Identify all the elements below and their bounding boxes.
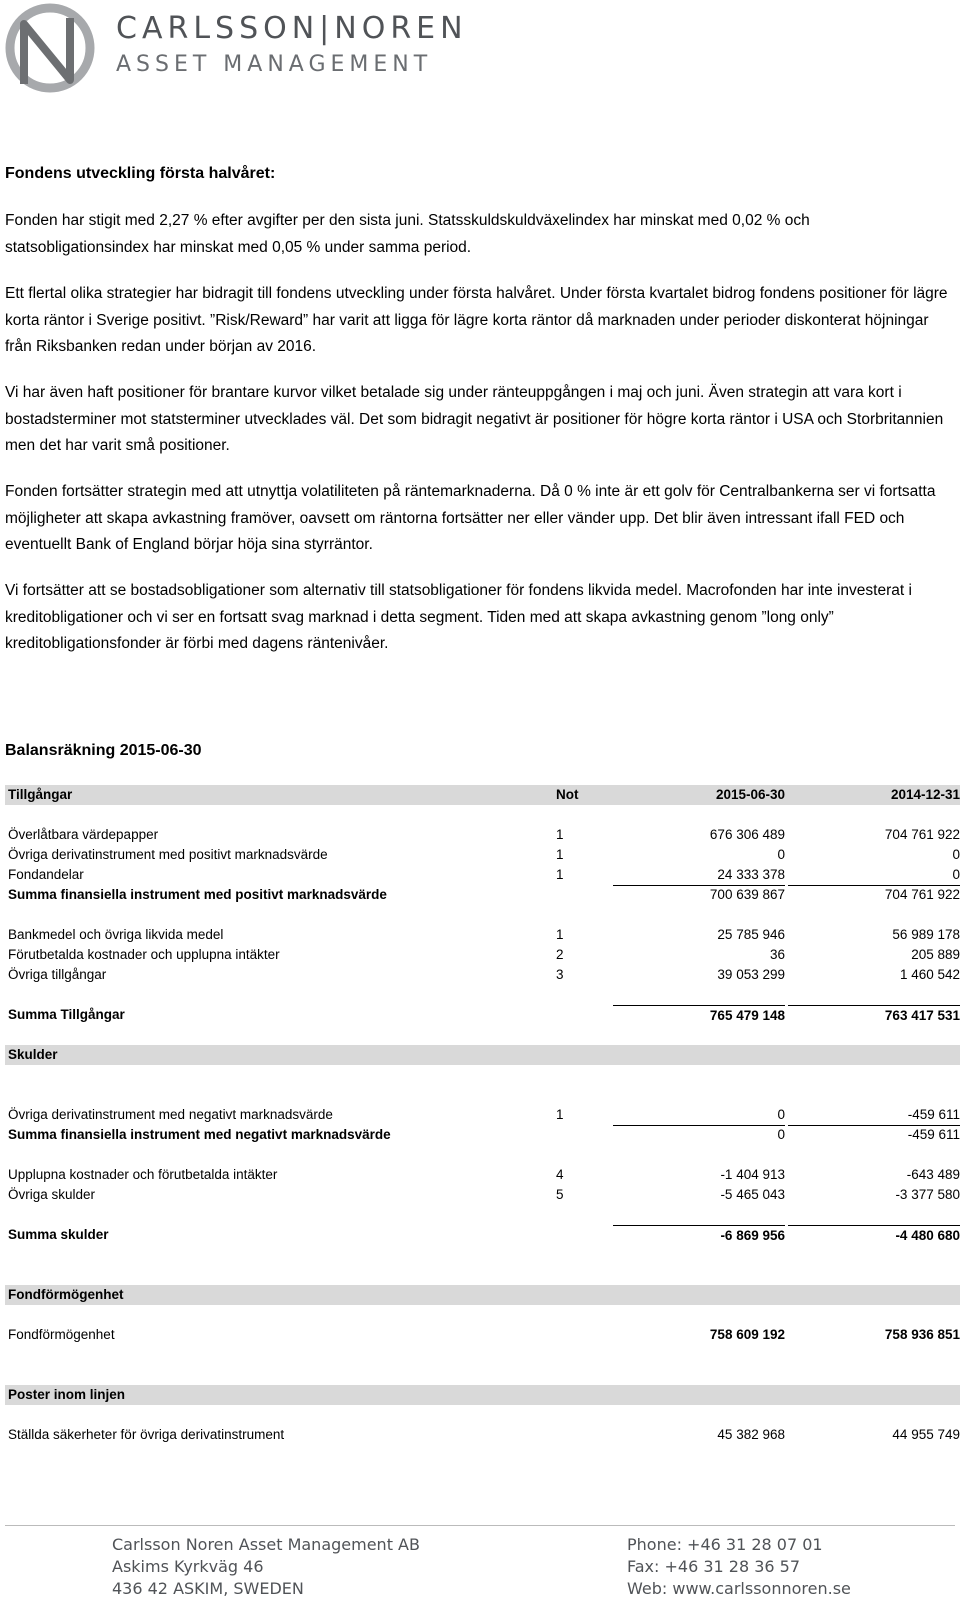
table-row: Övriga derivatinstrument med positivt marknadsvärde 1 0 0 [8,847,960,862]
paragraph-4: Fonden fortsätter strategin med att utnyttja volatiliteten på räntemarknaderna. Då 0 % inte är ett golv för Centralbankerna ser vi fortsatta möjligheter att skapa avkastning framöver, oavsett om räntorna fortsätter ner eller vänder upp. Det blir även intressant ifall FED och eventuellt Bank of England börjar höja sina styrräntor. [5,483,936,553]
balance-title: Balansräkning 2015-06-30 [5,742,202,759]
table-row-subtotal: Summa finansiella instrument med positivt marknadsvärde 700 639 867 704 761 922 [8,887,960,902]
company-logo-icon [4,2,96,94]
section-header-off-balance: Poster inom linjen [5,1385,960,1405]
section-header-liabilities: Skulder [5,1045,960,1065]
article-heading: Fondens utveckling första halvåret: [5,165,276,182]
company-name: CARLSSON|NOREN [116,11,468,46]
section-header-equity: Fondförmögenhet [5,1285,960,1305]
paragraph-3: Vi har även haft positioner för brantare kurvor vilket betalade sig under ränteuppgången i maj och juni. Även strategin att vara kort i bostadsterminer mot statsterminer utvecklades väl. Det som bidragit negativt är positioner för högre korta räntor i USA och Storbritannien men det har varit små positioner. [5,384,944,454]
table-header-row: Tillgångar Not 2015-06-30 2014-12-31 [5,785,960,805]
table-row: Förutbetalda kostnader och upplupna intäkter 2 36 205 889 [8,947,960,962]
table-row: Övriga skulder 5 -5 465 043 -3 377 580 [8,1187,960,1202]
table-row-equity: Fondförmögenhet 758 609 192 758 936 851 [8,1327,960,1342]
table-row: Övriga tillgångar 3 39 053 299 1 460 542 [8,967,960,982]
table-row: Övriga derivatinstrument med negativt marknadsvärde 1 0 -459 611 [5,1105,960,1125]
footer-divider [5,1525,955,1526]
table-row: Överlåtbara värdepapper 1 676 306 489 704 761 922 [8,827,960,842]
paragraph-1: Fonden har stigit med 2,27 % efter avgifter per den sista juni. Statsskuldskuldväxelindex har minskat med 0,02 % och statsobligationsindex har minskat med 0,05 % under samma period. [5,212,810,256]
table-row-subtotal: Summa finansiella instrument med negativt marknadsvärde 0 -459 611 [8,1127,960,1142]
company-subtitle: ASSET MANAGEMENT [116,52,433,77]
table-row-total-liabilities: Summa skulder -6 869 956 -4 480 680 [5,1225,960,1245]
table-row: Upplupna kostnader och förutbetalda intäkter 4 -1 404 913 -643 489 [8,1167,960,1182]
footer-contact [627,1534,851,1600]
table-row-total-assets: Summa Tillgångar 765 479 148 763 417 531 [5,1005,960,1025]
table-row: Fondandelar 1 24 333 378 0 [5,865,960,885]
footer-fax: Fax: +46 31 28 36 57 [627,1557,801,1576]
table-row: Bankmedel och övriga likvida medel 1 25 785 946 56 989 178 [8,927,960,942]
paragraph-2: Ett flertal olika strategier har bidragit till fondens utveckling under första halvåret. Under första kvartalet bidrog fondens positioner för lägre korta räntor i Sverige positivt. ”Risk/Reward” har varit att ligga för lägre korta räntor då marknaden under perioder diskonterat höjningar från Riksbanken redan under början av 2016. [5,285,948,355]
footer-web-link[interactable]: Web: www.carlssonnoren.se [627,1579,851,1598]
footer-address: Carlsson Noren Asset Management AB Askims Kyrkväg 46 436 42 ASKIM, SWEDEN [112,1535,420,1598]
paragraph-5: Vi fortsätter att se bostadsobligationer som alternativ till statsobligationer för fondens likvida medel. Macrofonden har inte investerat i kreditobligationer och vi ser en fortsatt svag marknad i detta segment. Tiden med att skapa avkastning genom ”long only” kreditobligationsfonder är förbi med dagens räntenivåer. [5,582,912,652]
footer-phone: Phone: +46 31 28 07 01 [627,1535,823,1554]
table-row-off-balance: Ställda säkerheter för övriga derivatinstrument 45 382 968 44 955 749 [8,1427,960,1442]
